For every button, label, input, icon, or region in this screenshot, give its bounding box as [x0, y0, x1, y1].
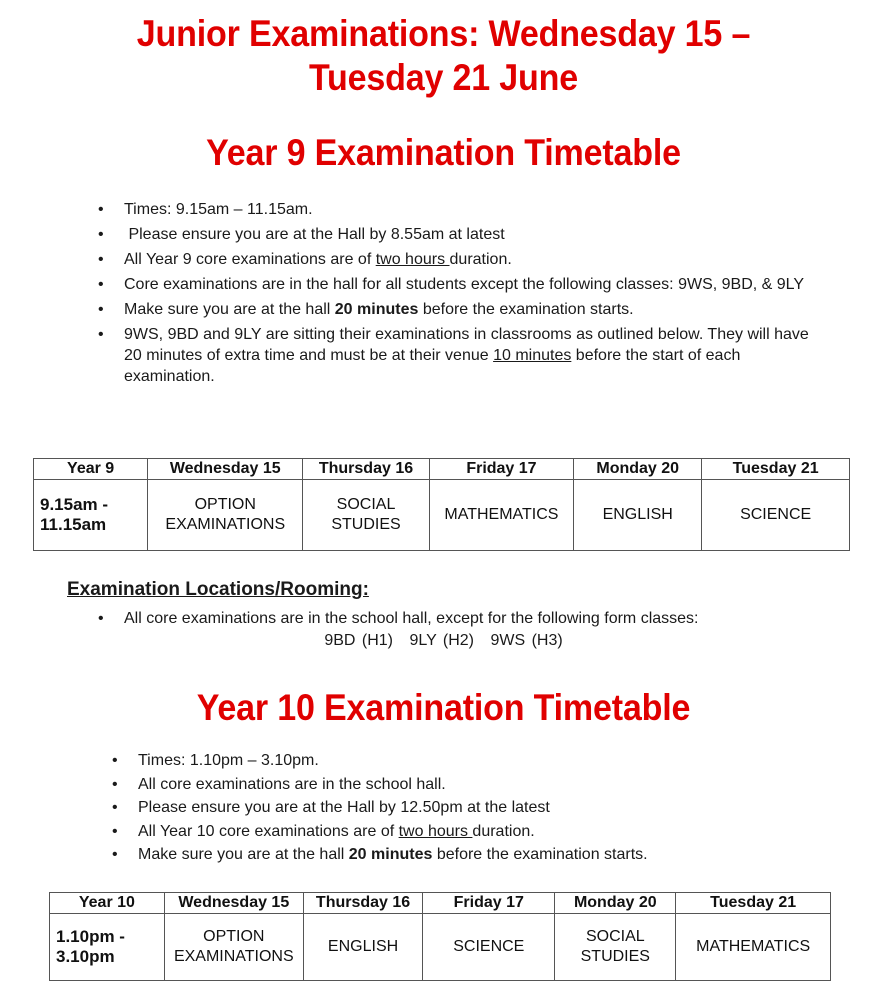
year9-instructions-list [96, 199, 816, 391]
column-header: Thursday 16 [303, 893, 422, 914]
locations-heading: Examination Locations/Rooming: [67, 579, 369, 600]
list-item-text: duration. [449, 251, 512, 268]
exam-subject: ENGLISH [327, 938, 399, 955]
list-item [96, 608, 816, 629]
list-item-text: 9WS, 9BD and 9LY are sitting their examinations in classrooms as outlined below. They will have 20 minutes of extra time and must be at their venue [124, 326, 809, 364]
emphasis-bold: 20 minutes [348, 846, 433, 864]
column-header: Tuesday 21 [702, 459, 850, 480]
exam-subject: OPTION [203, 928, 265, 945]
emphasis-bold: 20 minutes [334, 301, 419, 318]
exam-cell [429, 480, 573, 551]
room-assignment: 9BD (H1) [324, 632, 393, 649]
list-item-text: duration. [472, 822, 535, 840]
table-header-row [34, 459, 850, 480]
year9-title: Year 9 Examination Timetable [206, 132, 681, 173]
exam-cell [303, 480, 429, 551]
list-item [96, 224, 816, 245]
exam-subject: STUDIES [331, 516, 401, 533]
list-item [110, 774, 810, 795]
time-start: 1.10pm - [56, 927, 125, 946]
exam-cell [676, 914, 831, 981]
column-header: Wednesday 15 [148, 459, 303, 480]
emphasis-underline: 10 minutes [493, 347, 572, 364]
year10-timetable [49, 892, 831, 981]
column-header: Wednesday 15 [164, 893, 303, 914]
emphasis-underline: two hours [375, 251, 450, 268]
exam-subject: MATHEMATICS [696, 938, 811, 955]
list-item-text: Make sure you are at the hall [138, 846, 349, 864]
rooming-list [0, 632, 887, 650]
time-cell [50, 914, 165, 981]
column-header: Friday 17 [423, 893, 555, 914]
column-header: Year 9 [34, 459, 148, 480]
exam-subject: MATHEMATICS [444, 506, 559, 523]
exam-subject: SOCIAL [336, 496, 396, 513]
year10-title: Year 10 Examination Timetable [196, 687, 691, 728]
room-assignment: 9WS (H3) [490, 632, 563, 649]
list-item-text: All core examinations are in the school hall, except for the following form classes: [124, 610, 699, 627]
list-item-text: before the examination starts. [418, 301, 634, 318]
time-cell [34, 480, 148, 551]
list-item-text: All core examinations are in the school hall. [138, 775, 446, 793]
table-row [34, 480, 850, 551]
main-title-line-2: Tuesday 21 June [308, 57, 579, 98]
list-item [110, 750, 810, 771]
room-assignment: 9LY (H2) [409, 632, 474, 649]
exam-subject: ENGLISH [602, 506, 673, 523]
list-item [96, 299, 816, 320]
list-item-text: Please ensure you are at the Hall by 8.55am at latest [124, 226, 505, 243]
year10-instructions-list [110, 750, 810, 868]
exam-cell [303, 914, 422, 981]
list-item [110, 844, 810, 865]
list-item-text: Make sure you are at the hall [124, 301, 335, 318]
column-header: Year 10 [50, 893, 165, 914]
exam-cell [555, 914, 676, 981]
list-item-text: Please ensure you are at the Hall by 12.50pm at the latest [138, 799, 550, 817]
main-title [35, 12, 851, 100]
list-item [96, 249, 816, 270]
list-item-text: All Year 9 core examinations are of [124, 251, 376, 268]
column-header: Thursday 16 [303, 459, 429, 480]
column-header: Friday 17 [429, 459, 573, 480]
exam-subject: EXAMINATIONS [165, 516, 286, 533]
list-item-text: All Year 10 core examinations are of [138, 822, 399, 840]
exam-cell [574, 480, 702, 551]
exam-subject: SOCIAL [585, 928, 645, 945]
time-end: 11.15am [40, 515, 107, 534]
list-item-text: before the start of each examination. [124, 347, 741, 385]
locations-list [96, 608, 816, 629]
exam-subject: SCIENCE [453, 938, 525, 955]
list-item [110, 797, 810, 818]
exam-cell [423, 914, 555, 981]
list-item [110, 821, 810, 842]
list-item-text: Times: 1.10pm – 3.10pm. [138, 752, 319, 769]
main-title-line-1: Junior Examinations: Wednesday 15 – [136, 13, 751, 54]
exam-subject: OPTION [194, 496, 256, 513]
list-item [96, 199, 816, 220]
list-item-text: Core examinations are in the hall for all students except the following classes: 9WS, 9BD, & 9LY [124, 276, 805, 293]
table-row [50, 914, 831, 981]
exam-subject: STUDIES [580, 948, 650, 965]
time-end: 3.10pm [56, 947, 115, 966]
list-item [96, 324, 816, 387]
exam-subject: EXAMINATIONS [173, 948, 294, 965]
year9-timetable [33, 458, 850, 551]
emphasis-underline: two hours [398, 822, 473, 840]
list-item-text: before the examination starts. [432, 846, 648, 864]
list-item [96, 274, 816, 295]
table-header-row [50, 893, 831, 914]
column-header: Monday 20 [555, 893, 676, 914]
exam-cell [164, 914, 303, 981]
list-item-text: Times: 9.15am – 11.15am. [124, 201, 313, 218]
column-header: Tuesday 21 [676, 893, 831, 914]
exam-cell [148, 480, 303, 551]
time-start: 9.15am - [40, 495, 109, 514]
column-header: Monday 20 [574, 459, 702, 480]
exam-cell [702, 480, 850, 551]
exam-subject: SCIENCE [740, 506, 812, 523]
